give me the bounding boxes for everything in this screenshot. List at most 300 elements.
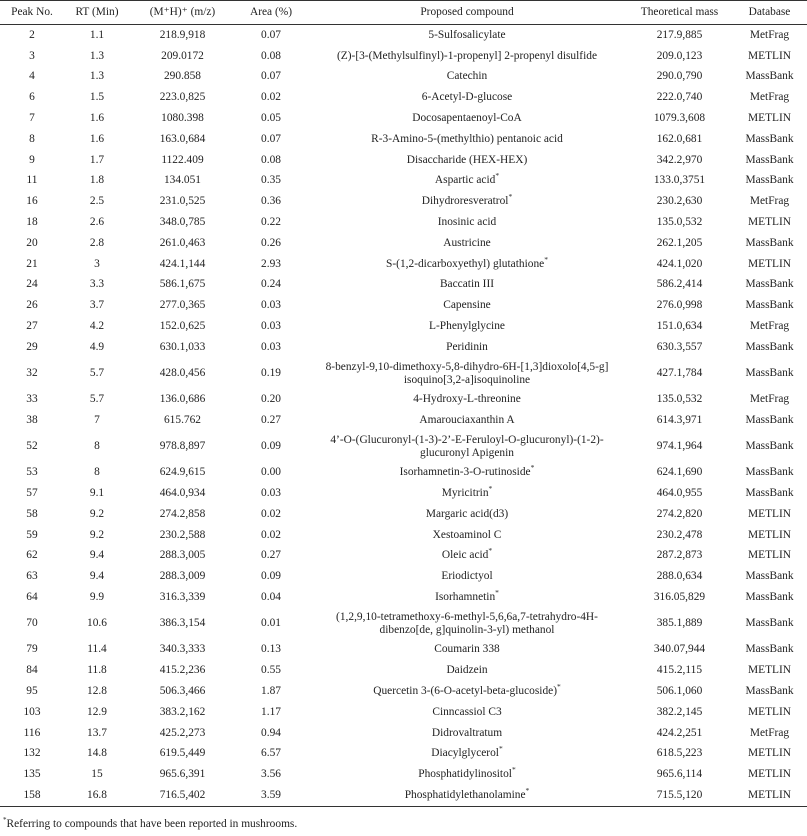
database-cell: MassBank bbox=[745, 643, 794, 656]
compound-name: Peridinin bbox=[446, 340, 488, 353]
compound-name: 6-Acetyl-D-glucose bbox=[421, 91, 513, 104]
peak-no-cell: 24 bbox=[26, 278, 38, 291]
compound-name: Margaric acid(d3) bbox=[425, 507, 509, 520]
mushroom-reported-mark: * bbox=[508, 192, 513, 202]
peak-no-cell: 27 bbox=[26, 320, 38, 333]
table-row bbox=[0, 358, 807, 390]
compound-cell bbox=[307, 233, 627, 254]
mz-cell: 624.9,615 bbox=[159, 466, 206, 479]
theoretical-mass-cell: 424.1,020 bbox=[656, 257, 703, 270]
mz-cell: 630.1,033 bbox=[159, 340, 206, 353]
table-row bbox=[0, 525, 807, 546]
compound-name: Isorhamnetin-3-O-rutinoside bbox=[399, 466, 531, 479]
table-row bbox=[0, 67, 807, 88]
table-row bbox=[0, 275, 807, 296]
peak-no-cell: 16 bbox=[26, 195, 38, 208]
database-cell: MetFrag bbox=[749, 726, 790, 739]
theoretical-mass-cell: 506.1,060 bbox=[656, 684, 703, 697]
rt-cell: 14.8 bbox=[87, 747, 107, 760]
table-row bbox=[0, 108, 807, 129]
rt-cell: 9.9 bbox=[89, 591, 105, 604]
compound-cell bbox=[307, 483, 627, 504]
peak-no-cell: 4 bbox=[29, 70, 35, 83]
peak-no-cell: 2 bbox=[29, 28, 35, 41]
header-compound: Proposed compound bbox=[307, 1, 627, 25]
database-cell: MassBank bbox=[745, 153, 794, 166]
compound-cell bbox=[307, 295, 627, 316]
table-row bbox=[0, 25, 807, 46]
header-mz: (M⁺H)⁺ (m/z) bbox=[130, 1, 235, 25]
mz-cell: 716.5,402 bbox=[130, 785, 235, 806]
mushroom-reported-mark: * bbox=[511, 765, 516, 775]
header-area: Area (%) bbox=[235, 1, 307, 25]
mz-cell: 163.0,684 bbox=[159, 132, 206, 145]
peak-no-cell: 52 bbox=[26, 440, 38, 453]
mz-cell: 277.0,365 bbox=[159, 299, 206, 312]
compound-cell bbox=[307, 546, 627, 567]
peak-no-cell: 59 bbox=[26, 528, 38, 541]
table-row bbox=[0, 743, 807, 764]
theoretical-mass-cell: 135.0,532 bbox=[656, 216, 703, 229]
database-cell: MassBank bbox=[745, 340, 794, 353]
peak-no-cell: 57 bbox=[26, 487, 38, 500]
compound-name: Oleic acid bbox=[441, 549, 489, 562]
table-row bbox=[0, 295, 807, 316]
table-row bbox=[0, 410, 807, 431]
compound-name: Baccatin III bbox=[439, 278, 495, 291]
compound-cell bbox=[307, 389, 627, 410]
mushroom-reported-mark: * bbox=[495, 588, 499, 598]
area-cell: 0.03 bbox=[261, 299, 281, 312]
area-cell: 0.27 bbox=[261, 413, 281, 426]
compound-name: Phosphatidylethanolamine bbox=[404, 788, 526, 801]
compound-name: Phosphatidylinositol bbox=[418, 768, 512, 781]
rt-cell: 11.4 bbox=[87, 643, 107, 656]
rt-cell: 7 bbox=[94, 413, 100, 426]
peak-no-cell: 132 bbox=[23, 747, 41, 760]
mz-cell: 586.1,675 bbox=[159, 278, 206, 291]
area-cell: 2.93 bbox=[261, 257, 281, 270]
area-cell: 0.08 bbox=[261, 49, 281, 62]
database-cell: METLIN bbox=[747, 216, 792, 229]
compound-cell bbox=[307, 743, 627, 764]
database-cell: METLIN bbox=[747, 49, 792, 62]
table-row bbox=[0, 764, 807, 785]
theoretical-mass-cell: 135.0,532 bbox=[656, 393, 703, 406]
theoretical-mass-cell: 222.0,740 bbox=[656, 91, 703, 104]
rt-cell: 13.7 bbox=[87, 726, 107, 739]
theoretical-mass-cell: 262.1,205 bbox=[656, 236, 703, 249]
peak-no-cell: 103 bbox=[23, 705, 41, 718]
compound-name: Eriodictyol bbox=[441, 570, 493, 583]
table-row bbox=[0, 566, 807, 587]
mz-cell: 428.0,456 bbox=[159, 367, 206, 379]
header-theoretical-mass: Theoretical mass bbox=[627, 1, 732, 25]
compound-cell bbox=[307, 25, 627, 46]
database-cell: MassBank bbox=[745, 413, 794, 426]
mz-cell: 223.0,825 bbox=[159, 91, 206, 104]
table-row bbox=[0, 546, 807, 567]
compound-cell bbox=[307, 87, 627, 108]
theoretical-mass-cell: 624.1,690 bbox=[656, 466, 703, 479]
footnote-text: Referring to compounds that have been reported in mushrooms. bbox=[6, 818, 298, 830]
compound-cell bbox=[307, 504, 627, 525]
area-cell: 0.55 bbox=[261, 664, 281, 677]
database-cell: MassBank bbox=[745, 236, 794, 249]
mushroom-reported-mark: * bbox=[495, 171, 500, 181]
database-cell: MassBank bbox=[745, 617, 794, 630]
peak-no-cell: 95 bbox=[26, 684, 38, 697]
table-body bbox=[0, 25, 807, 807]
theoretical-mass-cell: 586.2,414 bbox=[656, 278, 703, 291]
peak-no-cell: 20 bbox=[26, 236, 38, 249]
database-cell: METLIN bbox=[747, 768, 792, 781]
database-cell: MassBank bbox=[745, 70, 794, 83]
theoretical-mass-cell: 230.2,630 bbox=[656, 195, 703, 208]
database-cell: MetFrag bbox=[749, 28, 790, 41]
theoretical-mass-cell: 464.0,955 bbox=[656, 487, 703, 500]
mz-cell: 464.0,934 bbox=[159, 487, 206, 500]
compound-name: Dihydroresveratrol bbox=[421, 195, 509, 208]
compound-name: Inosinic acid bbox=[437, 216, 497, 229]
rt-cell: 1.7 bbox=[89, 153, 105, 166]
rt-cell: 10.6 bbox=[87, 617, 107, 630]
header-peak-no: Peak No. bbox=[0, 1, 64, 25]
peak-no-cell: 29 bbox=[26, 340, 38, 353]
compound-cell bbox=[307, 129, 627, 150]
compound-name: (1,2,9,10-tetramethoxy-6-methyl-5,6,6a,7-tetrahydro-4H-dibenzo[de, g]quinolin-3-yl) methanol bbox=[336, 610, 598, 636]
peak-no-cell: 116 bbox=[23, 726, 41, 739]
theoretical-mass-cell: 427.1,784 bbox=[656, 367, 703, 379]
peak-no-cell: 135 bbox=[23, 768, 41, 781]
table-row bbox=[0, 46, 807, 67]
mz-cell: 978.8,897 bbox=[159, 440, 206, 453]
table-row bbox=[0, 212, 807, 233]
mz-cell: 348.0,785 bbox=[159, 216, 206, 229]
compound-cell bbox=[307, 702, 627, 723]
mushroom-reported-mark: * bbox=[530, 463, 535, 473]
rt-cell: 3.7 bbox=[89, 299, 105, 312]
peak-no-cell: 158 bbox=[0, 785, 64, 806]
rt-cell: 2.5 bbox=[89, 195, 105, 208]
compound-name: Xestoaminol C bbox=[432, 528, 502, 541]
mz-cell: 1080.398 bbox=[161, 112, 204, 125]
table-row bbox=[0, 702, 807, 723]
area-cell: 6.57 bbox=[261, 747, 281, 760]
database-cell: METLIN bbox=[747, 257, 792, 270]
compound-cell bbox=[307, 764, 627, 785]
area-cell: 0.19 bbox=[261, 367, 281, 379]
theoretical-mass-cell: 230.2,478 bbox=[656, 528, 703, 541]
rt-cell: 5.7 bbox=[89, 367, 105, 379]
compound-name: Isorhamnetin bbox=[435, 591, 496, 604]
mz-cell: 231.0,525 bbox=[159, 195, 206, 208]
peak-no-cell: 84 bbox=[26, 664, 38, 677]
mz-cell: 619.5,449 bbox=[159, 747, 206, 760]
mz-cell: 134.051 bbox=[163, 174, 202, 187]
compound-name: Aspartic acid bbox=[434, 174, 496, 187]
compound-name: L-Phenylglycine bbox=[429, 320, 505, 333]
area-cell: 0.00 bbox=[261, 466, 281, 479]
compound-cell bbox=[307, 67, 627, 88]
compound-cell bbox=[307, 639, 627, 660]
mz-cell: 383.2,162 bbox=[159, 705, 206, 718]
table-row bbox=[0, 483, 807, 504]
compound-cell bbox=[307, 660, 627, 681]
table-row bbox=[0, 681, 807, 702]
area-cell: 0.07 bbox=[261, 70, 281, 83]
compound-cell bbox=[307, 46, 627, 67]
theoretical-mass-cell: 614.3,971 bbox=[656, 413, 703, 426]
mz-cell: 209.0172 bbox=[161, 49, 204, 62]
area-cell: 0.27 bbox=[261, 549, 281, 562]
rt-cell: 9.4 bbox=[89, 570, 105, 583]
theoretical-mass-cell: 217.9,885 bbox=[656, 28, 703, 41]
theoretical-mass-cell: 415.2,115 bbox=[656, 664, 703, 677]
table-row bbox=[0, 660, 807, 681]
rt-cell: 1.1 bbox=[89, 28, 105, 41]
rt-cell: 2.6 bbox=[89, 216, 105, 229]
database-cell: MetFrag bbox=[749, 320, 790, 333]
mz-cell: 288.3,005 bbox=[159, 549, 206, 562]
area-cell: 0.20 bbox=[261, 393, 281, 406]
peak-no-cell: 70 bbox=[26, 617, 38, 630]
footnote bbox=[3, 818, 297, 830]
mushroom-reported-mark: * bbox=[525, 786, 530, 796]
mz-cell: 415.2,236 bbox=[159, 664, 206, 677]
peak-no-cell: 9 bbox=[29, 153, 35, 166]
database-cell: MassBank bbox=[745, 591, 794, 604]
peak-no-cell: 38 bbox=[26, 413, 38, 426]
area-cell: 0.03 bbox=[261, 320, 281, 333]
mushroom-reported-mark: * bbox=[488, 484, 493, 494]
compound-cell bbox=[307, 275, 627, 296]
rt-cell: 1.3 bbox=[89, 49, 105, 62]
rt-cell: 8 bbox=[94, 466, 100, 479]
area-cell: 0.03 bbox=[261, 487, 281, 500]
compound-name: S-(1,2-dicarboxyethyl) glutathione bbox=[386, 257, 545, 270]
area-cell: 3.59 bbox=[235, 785, 307, 806]
mushroom-reported-mark: * bbox=[488, 546, 493, 556]
database-cell: METLIN bbox=[747, 705, 792, 718]
compound-name: Coumarin 338 bbox=[434, 643, 500, 656]
compound-cell bbox=[307, 608, 627, 640]
mz-cell: 136.0,686 bbox=[159, 393, 206, 406]
compound-name: Daidzein bbox=[446, 664, 488, 677]
area-cell: 0.04 bbox=[261, 591, 281, 604]
peak-no-cell: 18 bbox=[26, 216, 38, 229]
theoretical-mass-cell: 162.0,681 bbox=[656, 132, 703, 145]
mz-cell: 425.2,273 bbox=[159, 726, 206, 739]
mz-cell: 152.0,625 bbox=[159, 320, 206, 333]
peak-no-cell: 79 bbox=[26, 643, 38, 656]
database-cell: MetFrag bbox=[749, 91, 790, 104]
compound-name: Quercetin 3-(6-O-acetyl-beta-glucoside) bbox=[373, 684, 557, 697]
rt-cell: 3.3 bbox=[89, 278, 105, 291]
database-cell: METLIN bbox=[732, 785, 807, 806]
compound-cell bbox=[307, 171, 627, 192]
area-cell: 0.03 bbox=[261, 340, 281, 353]
compound-cell bbox=[307, 566, 627, 587]
database-cell: MassBank bbox=[745, 132, 794, 145]
compound-name: Docosapentaenoyl-CoA bbox=[412, 112, 522, 125]
area-cell: 0.01 bbox=[261, 617, 281, 630]
table-row bbox=[0, 150, 807, 171]
theoretical-mass-cell: 151.0,634 bbox=[656, 320, 703, 333]
mushroom-reported-mark: * bbox=[498, 744, 503, 754]
mz-cell: 316.3,339 bbox=[159, 591, 206, 604]
rt-cell: 9.1 bbox=[89, 487, 105, 500]
compound-cell bbox=[307, 337, 627, 358]
database-cell: MassBank bbox=[745, 174, 794, 187]
rt-cell: 2.8 bbox=[89, 236, 105, 249]
theoretical-mass-cell: 290.0,790 bbox=[656, 70, 703, 83]
compound-name: Catechin bbox=[446, 70, 488, 83]
table-row bbox=[0, 87, 807, 108]
rt-cell: 1.5 bbox=[89, 91, 105, 104]
mz-cell: 261.0,463 bbox=[159, 236, 206, 249]
table-header bbox=[0, 1, 807, 25]
peak-no-cell: 32 bbox=[26, 367, 38, 379]
peak-no-cell: 3 bbox=[29, 49, 35, 62]
table-row bbox=[0, 316, 807, 337]
database-cell: MassBank bbox=[745, 299, 794, 312]
area-cell: 3.56 bbox=[261, 768, 281, 781]
database-cell: MetFrag bbox=[749, 195, 790, 208]
mz-cell: 218.9,918 bbox=[159, 28, 206, 41]
compound-cell bbox=[307, 462, 627, 483]
mz-cell: 230.2,588 bbox=[159, 528, 206, 541]
rt-cell: 4.2 bbox=[89, 320, 105, 333]
table-row bbox=[0, 608, 807, 640]
rt-cell: 1.6 bbox=[89, 112, 105, 125]
compound-cell bbox=[307, 212, 627, 233]
database-cell: METLIN bbox=[747, 112, 792, 125]
mz-cell: 615.762 bbox=[163, 413, 202, 426]
peak-no-cell: 26 bbox=[26, 299, 38, 312]
peak-no-cell: 63 bbox=[26, 570, 38, 583]
table-row bbox=[0, 389, 807, 410]
table-row bbox=[0, 639, 807, 660]
rt-cell: 5.7 bbox=[89, 393, 105, 406]
theoretical-mass-cell: 287.2,873 bbox=[656, 549, 703, 562]
area-cell: 0.26 bbox=[261, 236, 281, 249]
table-row bbox=[0, 171, 807, 192]
mz-cell: 290.858 bbox=[163, 70, 202, 83]
compound-cell bbox=[307, 431, 627, 463]
header-rt: RT (Min) bbox=[64, 1, 130, 25]
database-cell: MassBank bbox=[745, 466, 794, 479]
compound-cell bbox=[307, 723, 627, 744]
rt-cell: 16.8 bbox=[64, 785, 130, 806]
peak-no-cell: 62 bbox=[26, 549, 38, 562]
rt-cell: 1.6 bbox=[89, 132, 105, 145]
area-cell: 0.02 bbox=[261, 528, 281, 541]
compound-name: Capensine bbox=[443, 299, 491, 312]
rt-cell: 9.4 bbox=[89, 549, 105, 562]
compound-name: Didrovaltratum bbox=[431, 726, 503, 739]
theoretical-mass-cell: 630.3,557 bbox=[656, 340, 703, 353]
table-row bbox=[0, 191, 807, 212]
area-cell: 0.36 bbox=[261, 195, 281, 208]
area-cell: 0.07 bbox=[261, 28, 281, 41]
database-cell: MassBank bbox=[745, 440, 794, 453]
area-cell: 0.24 bbox=[261, 278, 281, 291]
theoretical-mass-cell: 965.6,114 bbox=[656, 768, 703, 781]
theoretical-mass-cell: 288.0,634 bbox=[656, 570, 703, 583]
database-cell: MetFrag bbox=[749, 393, 790, 406]
theoretical-mass-cell: 382.2,145 bbox=[656, 705, 703, 718]
peak-no-cell: 7 bbox=[29, 112, 35, 125]
peak-no-cell: 64 bbox=[26, 591, 38, 604]
theoretical-mass-cell: 133.0,3751 bbox=[653, 174, 706, 187]
area-cell: 0.02 bbox=[261, 507, 281, 520]
table-row bbox=[0, 337, 807, 358]
compound-cell bbox=[307, 681, 627, 702]
theoretical-mass-cell: 340.07,944 bbox=[653, 643, 706, 656]
area-cell: 0.05 bbox=[261, 112, 281, 125]
compound-cell bbox=[307, 191, 627, 212]
table-row bbox=[0, 504, 807, 525]
database-cell: MassBank bbox=[745, 367, 794, 379]
peak-no-cell: 21 bbox=[26, 257, 38, 270]
mz-cell: 288.3,009 bbox=[159, 570, 206, 583]
rt-cell: 15 bbox=[91, 768, 103, 781]
mz-cell: 386.3,154 bbox=[159, 617, 206, 630]
area-cell: 0.09 bbox=[261, 440, 281, 453]
rt-cell: 12.9 bbox=[87, 705, 107, 718]
mz-cell: 274.2,858 bbox=[159, 507, 206, 520]
mz-cell: 506.3,466 bbox=[159, 684, 206, 697]
area-cell: 0.09 bbox=[261, 570, 281, 583]
rt-cell: 12.8 bbox=[87, 684, 107, 697]
rt-cell: 9.2 bbox=[89, 528, 105, 541]
compound-name: 4’-O-(Glucuronyl-(1-3)-2’-E-Feruloyl-O-glucuronyl)-(1-2)-glucuronyl Apigenin bbox=[330, 433, 604, 459]
mz-cell: 965.6,391 bbox=[159, 768, 206, 781]
rt-cell: 1.8 bbox=[89, 174, 105, 187]
mz-cell: 424.1,144 bbox=[159, 257, 206, 270]
compound-cell bbox=[307, 587, 627, 608]
database-cell: METLIN bbox=[747, 549, 792, 562]
area-cell: 0.02 bbox=[261, 91, 281, 104]
mushroom-reported-mark: * bbox=[557, 682, 561, 692]
compound-name: Cinncassiol C3 bbox=[432, 705, 502, 718]
area-cell: 0.94 bbox=[261, 726, 281, 739]
theoretical-mass-cell: 316.05,829 bbox=[653, 591, 706, 604]
peak-no-cell: 58 bbox=[26, 507, 38, 520]
area-cell: 0.35 bbox=[261, 174, 281, 187]
rt-cell: 1.3 bbox=[89, 70, 105, 83]
table-row bbox=[0, 254, 807, 275]
compound-name: Diacylglycerol bbox=[431, 747, 499, 760]
compound-name: 4-Hydroxy-L-threonine bbox=[413, 393, 521, 406]
database-cell: METLIN bbox=[747, 528, 792, 541]
database-cell: METLIN bbox=[747, 664, 792, 677]
compound-name: 8-benzyl-9,10-dimethoxy-5,8-dihydro-6H-[1,3]dioxolo[4,5-g] isoquino[3,2-a]isoquinoline bbox=[325, 360, 609, 386]
compound-name: R-3-Amino-5-(methylthio) pentanoic acid bbox=[371, 132, 563, 145]
peak-no-cell: 53 bbox=[26, 466, 38, 479]
compound-name: Disaccharide (HEX-HEX) bbox=[406, 153, 528, 166]
compound-cell bbox=[307, 358, 627, 390]
compound-cell bbox=[307, 410, 627, 431]
area-cell: 0.08 bbox=[261, 153, 281, 166]
theoretical-mass-cell: 342.2,970 bbox=[656, 153, 703, 166]
area-cell: 0.22 bbox=[261, 216, 281, 229]
theoretical-mass-cell: 274.2,820 bbox=[656, 507, 703, 520]
area-cell: 1.87 bbox=[261, 684, 281, 697]
table-row bbox=[0, 129, 807, 150]
table-row bbox=[0, 785, 807, 806]
